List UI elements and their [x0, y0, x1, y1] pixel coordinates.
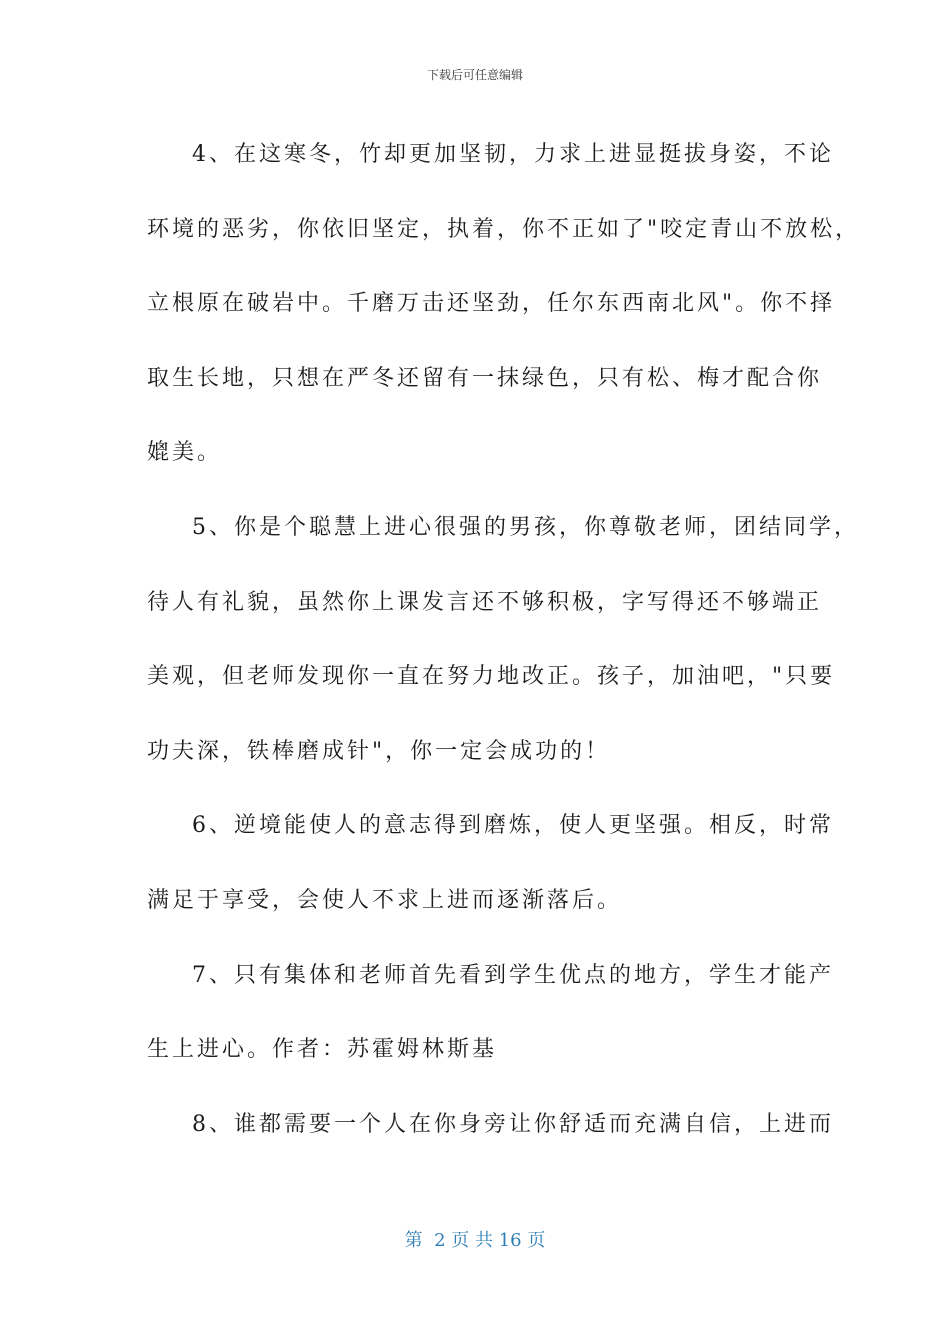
- paragraph-5-line-1: 5、你是个聪慧上进心很强的男孩，你尊敬老师，团结同学，: [192, 514, 859, 540]
- paragraph-7-line-1: 7、只有集体和老师首先看到学生优点的地方，学生才能产: [192, 962, 834, 988]
- paragraph-4-line-3: 立根原在破岩中。千磨万击还坚劲，任尔东西南北风"。你不择: [147, 291, 836, 317]
- paragraph-5-line-2: 待人有礼貌，虽然你上课发言还不够积极，字写得还不够端正: [147, 589, 823, 615]
- paragraph-5-line-3: 美观，但老师发现你一直在努力地改正。孩子，加油吧，"只要: [147, 664, 836, 690]
- paragraph-6-line-2: 满足于享受，会使人不求上进而逐渐落后。: [147, 887, 623, 913]
- paragraph-6-line-1: 6、逆境能使人的意志得到磨炼，使人更坚强。相反，时常: [192, 813, 834, 839]
- paragraph-4-line-1: 4、在这寒冬，竹却更加坚韧，力求上进显挺拔身姿，不论: [192, 142, 834, 167]
- page-number-footer: 第 2 页 共 16 页: [404, 1230, 546, 1251]
- page-header-note: 下载后可任意编辑: [426, 68, 523, 82]
- document-body: [147, 118, 861, 1162]
- paragraph-4-line-4: 取生长地，只想在严冬还留有一抹绿色，只有松、梅才配合你: [147, 365, 823, 391]
- paragraph-7-line-2: 生上进心。作者：苏霍姆林斯基: [147, 1037, 498, 1063]
- paragraph-4-line-5: 媲美。: [147, 440, 223, 466]
- paragraph-8-line-1: 8、谁都需要一个人在你身旁让你舒适而充满自信，上进而: [192, 1111, 834, 1137]
- paragraph-4-line-2: 环境的恶劣，你依旧坚定，执着，你不正如了"咬定青山不放松，: [147, 216, 861, 242]
- paragraph-5-line-4: 功夫深，铁棒磨成针"，你一定会成功的！: [147, 738, 611, 764]
